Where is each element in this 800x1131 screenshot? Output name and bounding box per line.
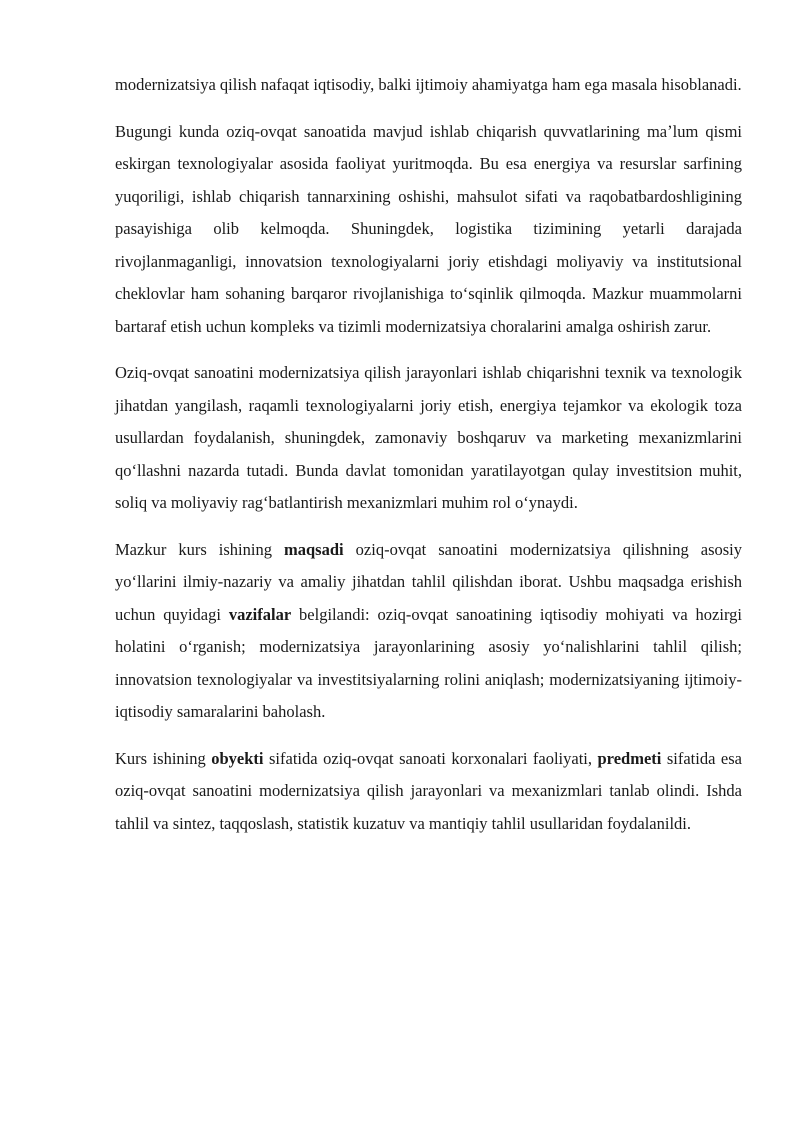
goal-keyword: maqsadi — [284, 539, 344, 559]
object-text-2: sifatida oziq-ovqat sanoati korxonalari faoliyati, — [263, 748, 598, 768]
paragraph-object-and-subject — [115, 743, 742, 841]
paragraph-modernization-processes: Oziq-ovqat sanoatini modernizatsiya qilish jarayonlari ishlab chiqarishni texnik va texnologik jihatdan yangilash, raqamli texnologiyalarni joriy etish, energiya tejamkor va ekologik toza usullardan foydalanish, shuningdek, zamonaviy boshqaruv va marketing mexanizmlarini qoʻllashni nazarda tutadi. Bunda davlat tomonidan yaratilayotgan qulay investitsion muhit, soliq va moliyaviy ragʻbatlantirish mexanizmlari muhim rol oʻynaydi. — [115, 363, 742, 512]
paragraph-intro-continuation: modernizatsiya qilish nafaqat iqtisodiy, balki ijtimoiy ahamiyatga ham ega masala hisoblanadi. — [115, 75, 742, 94]
document-page — [115, 69, 742, 840]
goal-text-1: Mazkur kurs ishining — [115, 539, 285, 559]
object-text-1: Kurs ishining — [115, 748, 212, 768]
goal-text-3: belgilandi: oziq-ovqat sanoatining iqtisodiy mohiyati va hozirgi holatini oʻrganish; modernizatsiya jarayonlarining asosiy yoʻnalishlarini tahlil qilish; innovatsion texnologiyalar va investitsiyalarning rolini aniqlash; modernizatsiyaning ijtimoiy-iqtisodiy samaralarini baholash. — [115, 604, 742, 721]
goal-text-2: oziq-ovqat sanoatini modernizatsiya qilishning asosiy yoʻllarini ilmiy-nazariy va amaliy jihatdan tahlil qilishdan iborat. Ushbu maqsadga erishish uchun quyidagi — [115, 539, 742, 624]
tasks-keyword: vazifalar — [228, 604, 292, 624]
object-keyword: obyekti — [211, 748, 264, 768]
paragraph-problems: Bugungi kunda oziq-ovqat sanoatida mavjud ishlab chiqarish quvvatlarining maʼlum qismi eskirgan texnologiyalar asosida faoliyat yuritmoqda. Bu esa energiya va resurslar sarfining yuqoriligi, ishlab chiqarish tannarxining oshishi, mahsulot sifati va raqobatbardoshligining pasayishiga olib kelmoqda. Shuningdek, logistika tizimining yetarli darajada rivojlanmaganligi, innovatsion texnologiyalarni joriy etishdagi moliyaviy va institutsional cheklovlar ham sohaning barqaror rivojlanishiga toʻsqinlik qilmoqda. Mazkur muammolarni bartaraf etish uchun kompleks va tizimli modernizatsiya choralarini amalga oshirish zarur. — [115, 121, 742, 336]
paragraph-goal-and-tasks — [115, 534, 742, 729]
object-text-3: sifatida esa oziq-ovqat sanoatini modernizatsiya qilish jarayonlari va mexanizmlari tanlab olindi. Ishda tahlil va sintez, taqqoslash, statistik kuzatuv va mantiqiy tahlil usullaridan foydalanildi. — [115, 748, 742, 833]
subject-keyword: predmeti — [597, 748, 662, 768]
